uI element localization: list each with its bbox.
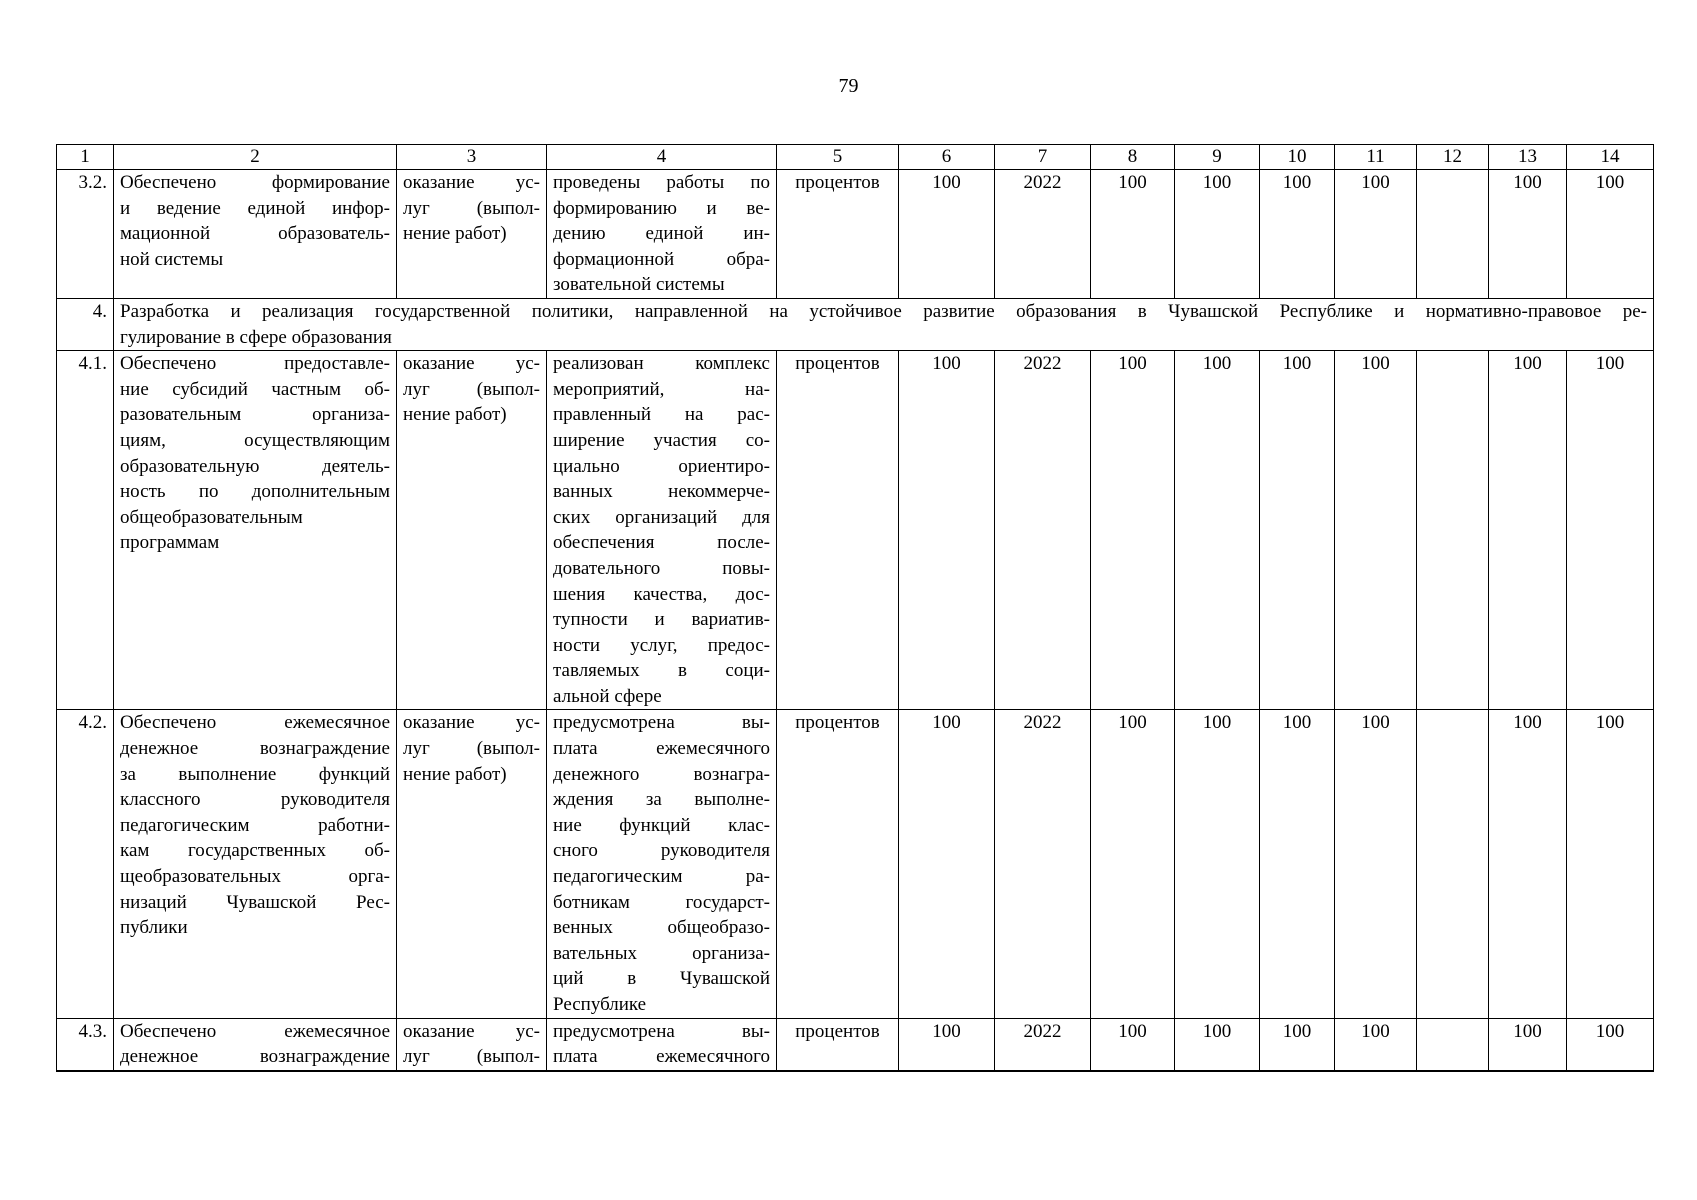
text-line: формационной обра-: [553, 248, 770, 270]
table-row: [57, 351, 1654, 710]
text-line: обеспечения после-: [553, 532, 770, 554]
value-cell: 100: [1260, 1018, 1335, 1071]
text-line: ние функций клас-: [553, 814, 770, 836]
text-line: денежное вознаграждение: [120, 1046, 390, 1068]
text-line: образовательную деятель-: [120, 455, 390, 477]
value-cell: 100: [899, 170, 995, 299]
result-description: [114, 710, 397, 1018]
value-cell: 100: [1091, 170, 1175, 299]
text-line: денежного вознагра-: [553, 763, 770, 785]
text-line: Разработка и реализация государственной политики, направленной на устойчивое развитие образования в Чувашской Республике и нормативно-правовое ре-: [120, 300, 1647, 322]
header-cell: 12: [1417, 145, 1489, 170]
text-line: циально ориентиро-: [553, 455, 770, 477]
text-line: сного руководителя: [553, 840, 770, 862]
section-number: 4.: [57, 298, 114, 350]
value-cell: 100: [1335, 170, 1417, 299]
text-line: ности услуг, предос-: [553, 634, 770, 656]
year-cell: 2022: [995, 351, 1091, 710]
value-cell: 100: [1489, 1018, 1567, 1071]
text-line: оказание ус-: [403, 172, 540, 193]
row-number: 4.1.: [57, 351, 114, 710]
header-cell: 4: [547, 145, 777, 170]
text-line: Обеспечено предоставле-: [120, 353, 390, 375]
row-number: 4.3.: [57, 1018, 114, 1071]
value-cell: [1417, 1018, 1489, 1071]
header-cell: 6: [899, 145, 995, 170]
text-line: ность по дополнительным: [120, 481, 390, 503]
text-line: классного руководителя: [120, 789, 390, 811]
text-line: плата ежемесячного: [553, 1046, 770, 1068]
result-description: [114, 351, 397, 710]
year-cell: 2022: [995, 170, 1091, 299]
table-row: [57, 1018, 1654, 1071]
measure-description: [547, 1018, 777, 1071]
header-cell: 1: [57, 145, 114, 170]
text-line: Обеспечено ежемесячное: [120, 1020, 390, 1042]
text-line: Республике: [553, 994, 647, 1015]
text-line: правленный на рас-: [553, 404, 770, 426]
header-cell: 9: [1175, 145, 1260, 170]
text-line: низаций Чувашской Рес-: [120, 891, 390, 913]
text-line: нение работ): [403, 404, 507, 426]
unit-cell: процентов: [777, 351, 899, 710]
text-line: оказание ус-: [403, 1020, 540, 1042]
text-line: ждения за выполне-: [553, 789, 770, 811]
text-line: ванных некоммерче-: [553, 481, 770, 503]
header-cell: 3: [397, 145, 547, 170]
year-cell: 2022: [995, 710, 1091, 1018]
text-line: общеобразовательным: [120, 506, 303, 528]
text-line: зовательной системы: [553, 274, 725, 296]
text-line: разовательным организа-: [120, 404, 390, 426]
text-line: нение работ): [403, 223, 507, 245]
text-line: публики: [120, 917, 188, 939]
text-line: оказание ус-: [403, 353, 540, 375]
value-cell: 100: [1489, 351, 1567, 710]
indicators-table: [56, 144, 1654, 1072]
value-cell: 100: [1175, 351, 1260, 710]
text-line: довательного повы-: [553, 557, 770, 579]
text-line: мационной образователь-: [120, 223, 390, 245]
text-line: формированию и ве-: [553, 197, 770, 219]
value-cell: 100: [1335, 351, 1417, 710]
value-cell: 100: [1335, 710, 1417, 1018]
value-cell: 100: [1175, 170, 1260, 299]
text-line: луг (выпол-: [403, 378, 540, 400]
header-cell: 5: [777, 145, 899, 170]
value-cell: 100: [1567, 710, 1654, 1018]
value-cell: 100: [1567, 351, 1654, 710]
text-line: предусмотрена вы-: [553, 712, 770, 734]
text-line: программам: [120, 532, 220, 554]
text-line: проведены работы по: [553, 172, 770, 193]
value-cell: 100: [1175, 710, 1260, 1018]
text-line: щеобразовательных орга-: [120, 866, 390, 888]
text-line: мероприятий, на-: [553, 378, 770, 400]
unit-cell: процентов: [777, 710, 899, 1018]
value-cell: [1417, 351, 1489, 710]
value-cell: 100: [1489, 170, 1567, 299]
value-cell: 100: [1260, 170, 1335, 299]
value-cell: [1417, 170, 1489, 299]
text-line: за выполнение функций: [120, 763, 390, 785]
section-row: [57, 298, 1654, 350]
measure-description: [547, 351, 777, 710]
header-cell: 10: [1260, 145, 1335, 170]
text-line: Обеспечено ежемесячное: [120, 712, 390, 734]
header-cell: 13: [1489, 145, 1567, 170]
text-line: луг (выпол-: [403, 1046, 540, 1068]
text-line: нение работ): [403, 763, 507, 785]
value-cell: 100: [1260, 351, 1335, 710]
header-cell: 7: [995, 145, 1091, 170]
header-cell: 14: [1567, 145, 1654, 170]
value-cell: [1417, 710, 1489, 1018]
text-line: ной системы: [120, 248, 224, 270]
text-line: гулирование в сфере образования: [120, 326, 392, 348]
value-cell: 100: [1260, 710, 1335, 1018]
text-line: плата ежемесячного: [553, 738, 770, 760]
text-line: альной сфере: [553, 685, 662, 707]
service-type: [397, 351, 547, 710]
text-line: предусмотрена вы-: [553, 1020, 770, 1042]
service-type: [397, 170, 547, 299]
result-description: [114, 170, 397, 299]
result-description: [114, 1018, 397, 1071]
text-line: реализован комплекс: [553, 353, 770, 375]
value-cell: 100: [899, 710, 995, 1018]
text-line: ботникам государст-: [553, 891, 770, 913]
value-cell: 100: [1091, 351, 1175, 710]
row-number: 3.2.: [57, 170, 114, 299]
text-line: луг (выпол-: [403, 197, 540, 219]
text-line: луг (выпол-: [403, 738, 540, 760]
value-cell: 100: [1567, 170, 1654, 299]
table-header-row: [57, 145, 1654, 170]
page-number: 79: [838, 75, 859, 97]
value-cell: 100: [1567, 1018, 1654, 1071]
text-line: тавляемых в соци-: [553, 660, 770, 682]
measure-description: [547, 710, 777, 1018]
text-line: кам государственных об-: [120, 840, 390, 862]
text-line: венных общеобразо-: [553, 917, 770, 939]
value-cell: 100: [1091, 1018, 1175, 1071]
text-line: тупности и вариатив-: [553, 609, 770, 631]
service-type: [397, 710, 547, 1018]
text-line: и ведение единой инфор-: [120, 197, 390, 219]
value-cell: 100: [899, 351, 995, 710]
value-cell: 100: [899, 1018, 995, 1071]
header-cell: 2: [114, 145, 397, 170]
table-row: [57, 170, 1654, 299]
value-cell: 100: [1175, 1018, 1260, 1071]
value-cell: 100: [1091, 710, 1175, 1018]
text-line: ций в Чувашской: [553, 968, 770, 990]
row-number: 4.2.: [57, 710, 114, 1018]
section-title: [114, 298, 1654, 350]
value-cell: 100: [1489, 710, 1567, 1018]
text-line: шения качества, дос-: [553, 583, 770, 605]
measure-description: [547, 170, 777, 299]
text-line: ние субсидий частным об-: [120, 378, 390, 400]
text-line: педагогическим работни-: [120, 814, 390, 836]
header-cell: 8: [1091, 145, 1175, 170]
text-line: циям, осуществляющим: [120, 429, 390, 451]
text-line: ских организаций для: [553, 506, 770, 528]
text-line: вательных организа-: [553, 942, 770, 964]
text-line: денежное вознаграждение: [120, 738, 390, 760]
table-row: [57, 710, 1654, 1018]
text-line: дению единой ин-: [553, 223, 770, 245]
unit-cell: процентов: [777, 1018, 899, 1071]
text-line: оказание ус-: [403, 712, 540, 734]
value-cell: 100: [1335, 1018, 1417, 1071]
header-cell: 11: [1335, 145, 1417, 170]
unit-cell: процентов: [777, 170, 899, 299]
text-line: педагогическим ра-: [553, 866, 770, 888]
year-cell: 2022: [995, 1018, 1091, 1071]
service-type: [397, 1018, 547, 1071]
text-line: Обеспечено формирование: [120, 172, 390, 193]
text-line: ширение участия со-: [553, 429, 770, 451]
